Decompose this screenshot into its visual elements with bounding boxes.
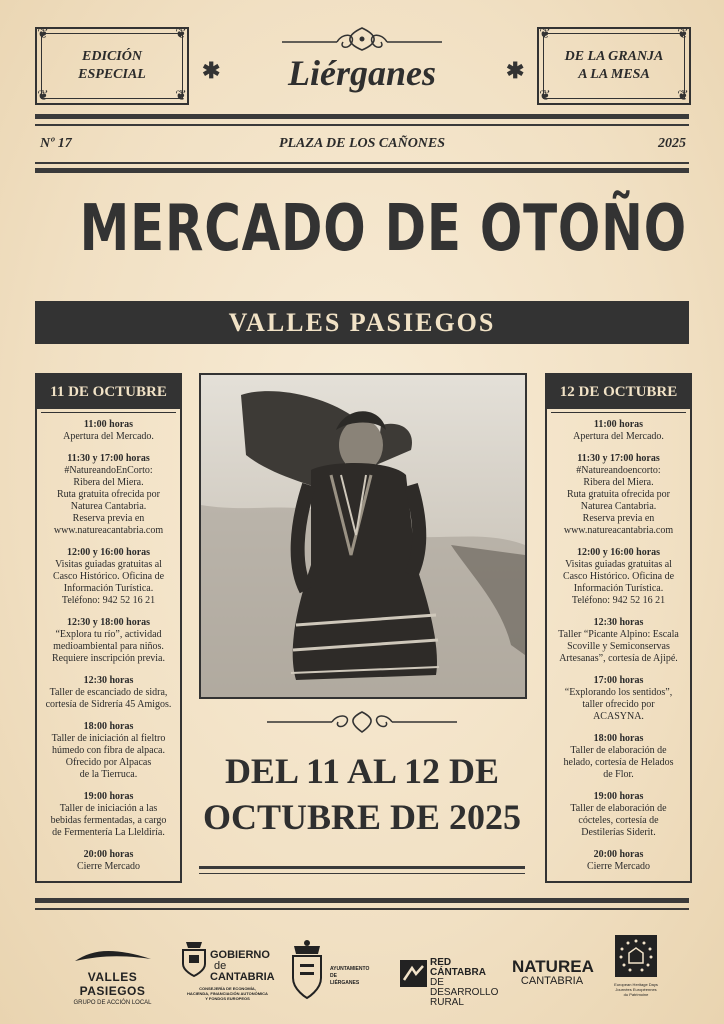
event-description-line: Teléfono: 942 52 16 21	[61, 595, 156, 606]
event-description-line: Scoville y Semiconservas	[567, 641, 670, 652]
event-description-line: húmedo con fibra de alpaca.	[51, 745, 165, 756]
valles-sub: GRUPO DE ACCIÓN LOCAL	[73, 1000, 152, 1006]
event-time: 20:00 horas	[593, 849, 644, 860]
event-description-line: Cierre Mercado	[76, 861, 141, 872]
event-description-line: helado, cortesía de Helados	[563, 757, 674, 768]
event-time: 18:00 horas	[83, 721, 134, 732]
corner-ornament-icon: ❦	[175, 89, 187, 104]
year: 2025	[658, 136, 686, 151]
ayto-line-3: LIÉRGANES	[330, 980, 360, 986]
event-description-line: Naturea Cantabria.	[580, 501, 657, 512]
event-description-line: Artesanas”, cortesía de Ajipé.	[559, 653, 678, 664]
day-column-1	[35, 373, 182, 883]
asterisk-icon: ✱	[202, 58, 221, 83]
event-time: 12:30 y 18:00 horas	[66, 617, 151, 628]
schedule-event	[550, 791, 687, 839]
event-description-line: “Explora tu río”, actividad	[55, 629, 162, 640]
woman-figure-illustration	[201, 375, 525, 697]
event-time: 12:30 horas	[83, 675, 134, 686]
red-line-3: RURAL	[430, 997, 464, 1008]
red-line-1: RED CÁNTABRA	[430, 957, 486, 978]
logo-ayuntamiento	[290, 938, 380, 1002]
divider-rule	[35, 114, 689, 119]
event-time: 11:30 y 17:00 horas	[577, 453, 660, 464]
day-heading: 12 DE OCTUBRE	[547, 375, 690, 409]
event-time: 20:00 horas	[83, 849, 134, 860]
event-description-line: Ribera del Miera.	[73, 477, 144, 488]
red-line-2: DE DESARROLLO	[430, 977, 499, 998]
event-description-line: Taller “Picante Alpino: Escala	[558, 629, 679, 640]
event-description-line: Información Turística.	[573, 583, 664, 594]
event-description-line: Cierre Mercado	[586, 861, 651, 872]
event-description-line: Taller de elaboración de	[570, 745, 667, 756]
heritage-stars-icon	[615, 935, 657, 977]
corner-ornament-icon: ❦	[37, 89, 49, 104]
gobierno-sub-3: Y FONDOS EUROPEOS	[205, 996, 250, 1001]
event-description-line: Apertura del Mercado.	[63, 431, 154, 442]
event-description-line: Requiere inscripción previa.	[51, 653, 165, 664]
event-description-line: Casco Histórico. Oficina de	[52, 571, 165, 582]
corner-ornament-icon: ❦	[37, 27, 49, 42]
corner-ornament-icon: ❦	[677, 27, 689, 42]
logo-valles-pasiegos	[55, 945, 170, 1006]
gobierno-line-3: CANTABRIA	[210, 971, 275, 983]
schedule-event	[550, 617, 687, 665]
schedule-event	[40, 419, 177, 443]
schedule-event	[40, 849, 177, 873]
event-description-line: Ribera del Miera.	[583, 477, 654, 488]
event-description-line: Casco Histórico. Oficina de	[562, 571, 675, 582]
event-time: 19:00 horas	[83, 791, 134, 802]
divider-rule	[199, 873, 525, 874]
event-description-line: Naturea Cantabria.	[70, 501, 147, 512]
network-logo-icon	[400, 960, 427, 987]
event-description-line: bebidas fermentadas, a cargo	[50, 815, 167, 826]
issue-number: Nº 17	[40, 136, 72, 151]
event-description-line: Apertura del Mercado.	[573, 431, 664, 442]
heritage-line-1: European Heritage Days	[614, 982, 658, 987]
edition-box	[35, 27, 189, 105]
subtitle-banner: VALLES PASIEGOS	[35, 301, 689, 344]
ayto-line-2: DE	[330, 973, 337, 979]
event-description-line: Ruta gratuita ofrecida por	[566, 489, 670, 500]
event-time: 12:30 horas	[593, 617, 644, 628]
event-description-line: “Explorando los sentidos”,	[564, 687, 673, 698]
schedule-event	[550, 419, 687, 443]
schedule-event	[40, 791, 177, 839]
logo-gobierno-cantabria	[180, 938, 275, 1006]
schedule-event	[550, 733, 687, 781]
event-time: 12:00 y 16:00 horas	[576, 547, 661, 558]
event-list	[547, 413, 690, 873]
event-time: 17:00 horas	[593, 675, 644, 686]
divider-rule	[199, 866, 525, 869]
event-description-line: Información Turística.	[63, 583, 154, 594]
corner-ornament-icon: ❦	[539, 89, 551, 104]
event-time: 12:00 y 16:00 horas	[66, 547, 151, 558]
schedule-event	[40, 721, 177, 781]
event-description-line: Visitas guiadas gratuitas al	[55, 559, 162, 570]
event-description-line: de Fermentería La Lleldiría.	[52, 827, 165, 838]
schedule-event	[550, 453, 687, 537]
naturea-sub: CANTABRIA	[520, 975, 584, 987]
schedule-event	[550, 849, 687, 873]
event-dates	[199, 748, 525, 840]
event-time: 19:00 horas	[593, 791, 644, 802]
divider-rule	[35, 898, 689, 903]
schedule-event	[40, 453, 177, 537]
event-description-line: taller ofrecido por	[582, 699, 655, 710]
town-name: Liérganes	[288, 53, 436, 93]
corner-ornament-icon: ❦	[175, 27, 187, 42]
event-description-line: Taller de elaboración de	[570, 803, 667, 814]
corner-ornament-icon: ❦	[677, 89, 689, 104]
event-time: 18:00 horas	[593, 733, 644, 744]
event-list	[37, 413, 180, 873]
main-title: MERCADO DE OTOÑO	[79, 192, 687, 266]
dates-line-2: OCTUBRE DE 2025	[202, 797, 522, 837]
event-description-line: Teléfono: 942 52 16 21	[571, 595, 666, 606]
venue: PLAZA DE LOS CAÑONES	[278, 136, 446, 151]
event-description-line: Taller de iniciación al fieltro	[51, 733, 166, 744]
event-description-line: Ofrecido por Alpacas	[65, 757, 152, 768]
event-description-line: Ruta gratuita ofrecida por	[56, 489, 160, 500]
schedule-event	[40, 617, 177, 665]
ayto-line-1: AYUNTAMIENTO	[330, 966, 370, 972]
gobierno-line-2: de	[214, 960, 227, 972]
event-description-line: ACASYNA.	[593, 711, 644, 722]
event-description-line: Taller de escanciado de sidra,	[49, 687, 168, 698]
event-description-line: de Flor.	[603, 769, 634, 780]
mountain-logo-icon	[73, 945, 153, 965]
asterisk-icon: ✱	[506, 58, 525, 83]
event-description-line: Taller de iniciación a las	[59, 803, 158, 814]
schedule-event	[40, 547, 177, 607]
gobierno-line-1: GOBIERNO	[210, 949, 270, 961]
heritage-line-3: du Patrimoine	[623, 992, 649, 997]
schedule-event	[550, 547, 687, 607]
event-description-line: cócteles, cortesía de	[578, 815, 659, 826]
event-description-line: cortesía de Sidrería 45 Amigos.	[45, 699, 172, 710]
divider-rule	[35, 124, 689, 126]
farm-line-1: DE LA GRANJA	[564, 49, 664, 64]
municipal-shield-icon	[290, 938, 324, 1000]
schedule-event	[550, 675, 687, 723]
event-time: 11:00 horas	[83, 419, 134, 430]
farm-to-table-box	[537, 27, 691, 105]
divider-rule	[35, 168, 689, 173]
event-description-line: Destilerías Siderit.	[581, 827, 656, 838]
gobierno-sub-1: CONSEJERÍA DE ECONOMÍA,	[199, 986, 256, 991]
gobierno-sub-2: HACIENDA, FINANCIACIÓN AUTONÓMICA	[187, 991, 268, 996]
event-description-line: Visitas guiadas gratuitas al	[565, 559, 672, 570]
event-description-line: Reserva previa en	[72, 513, 145, 524]
dates-line-1: DEL 11 AL 12 DE	[224, 751, 500, 791]
coat-of-arms-icon	[180, 938, 208, 978]
logo-heritage-days	[606, 935, 666, 997]
edition-line-1: EDICIÓN	[82, 49, 142, 64]
divider-rule	[35, 908, 689, 910]
event-description-line: Reserva previa en	[582, 513, 655, 524]
divider-rule	[35, 162, 689, 164]
heritage-line-2: Journées Européennes	[615, 987, 657, 992]
event-description-line: www.natureacantabria.com	[53, 525, 164, 536]
event-description-line: medioambiental para niños.	[53, 641, 164, 652]
naturea-name: NATUREA	[512, 957, 594, 976]
logo-naturea	[512, 958, 592, 987]
event-description-line: #Natureandoencorto:	[576, 465, 661, 476]
day-column-2	[545, 373, 692, 883]
edition-line-2: ESPECIAL	[78, 67, 146, 82]
day-heading: 11 DE OCTUBRE	[37, 375, 180, 409]
event-description-line: www.natureacantabria.com	[563, 525, 674, 536]
schedule-event	[40, 675, 177, 711]
event-time: 11:30 y 17:00 horas	[67, 453, 150, 464]
logo-red-cantabra	[400, 957, 500, 1008]
farm-line-2: A LA MESA	[578, 67, 650, 82]
corner-ornament-icon: ❦	[539, 27, 551, 42]
event-time: 11:00 horas	[593, 419, 644, 430]
flourish-ornament-icon	[262, 707, 462, 737]
vintage-photo	[199, 373, 527, 699]
event-description-line: #NatureandoEnCorto:	[64, 465, 153, 476]
valles-name: VALLES PASIEGOS	[79, 970, 146, 998]
event-description-line: de la Tierruca.	[79, 769, 138, 780]
